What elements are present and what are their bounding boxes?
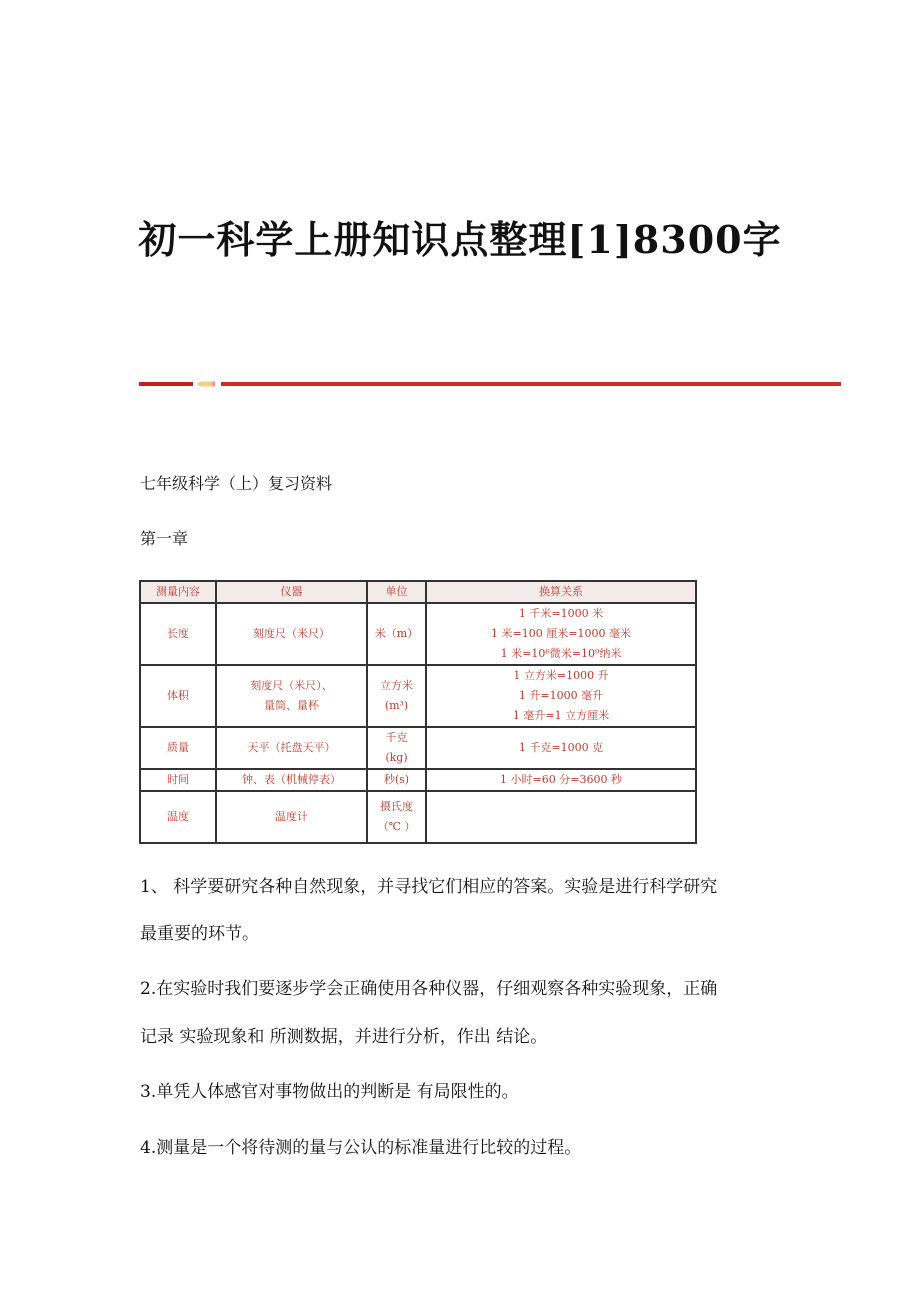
measurement-table [139, 580, 695, 840]
row-content: 长度 [140, 603, 216, 665]
row-instrument: 钟、表（机械停表） [216, 769, 367, 791]
table-row [140, 665, 696, 727]
row-content: 质量 [140, 727, 216, 769]
row-unit: 摄氏度 （℃ ） [367, 791, 426, 843]
row-content: 温度 [140, 791, 216, 843]
row-conversion: 1 小时=60 分=3600 秒 [426, 769, 696, 791]
document-subtitle: 七年级科学（上）复习资料 [140, 474, 333, 493]
chapter-heading: 第一章 [140, 529, 189, 548]
table-row [140, 791, 696, 843]
paragraph-1-line-2: 最重要的环节。 [140, 924, 259, 944]
row-conversion: 1 千米=1000 米 1 米=100 厘米=1000 毫米 1 米=10⁶微米=10⁹纳米 [426, 603, 696, 665]
table-row [140, 769, 696, 791]
row-conversion: 1 千克=1000 克 [426, 727, 696, 769]
header-content: 测量内容 [140, 581, 216, 603]
pencil-icon [197, 381, 215, 387]
row-instrument: 刻度尺（米尺）、 量筒、量杯 [216, 665, 367, 727]
row-content: 体积 [140, 665, 216, 727]
header-conversion: 换算关系 [426, 581, 696, 603]
table-row [140, 727, 696, 769]
row-content: 时间 [140, 769, 216, 791]
row-conversion: 1 立方米=1000 升 1 升=1000 毫升 1 毫升=1 立方厘米 [426, 665, 696, 727]
row-unit: 千克 (kg) [367, 727, 426, 769]
divider-right-bar [221, 382, 841, 386]
row-conversion [426, 791, 696, 843]
table-row [140, 603, 696, 665]
row-unit: 立方米 (m³) [367, 665, 426, 727]
paragraph-2-line-1: 2.在实验时我们要逐步学会正确使用各种仪器，仔细观察各种实验现象，正确 [140, 979, 718, 999]
row-instrument: 天平（托盘天平） [216, 727, 367, 769]
row-instrument: 刻度尺（米尺） [216, 603, 367, 665]
paragraph-1-line-1: 1、 科学要研究各种自然现象，并寻找它们相应的答案。实验是进行科学研究 [140, 877, 718, 897]
document-title: 初一科学上册知识点整理[1]8300字 [138, 217, 782, 262]
row-unit: 秒(s) [367, 769, 426, 791]
header-unit: 单位 [367, 581, 426, 603]
divider-left-bar [139, 382, 193, 386]
row-unit: 米（m） [367, 603, 426, 665]
paragraph-4: 4.测量是一个将待测的量与公认的标准量进行比较的过程。 [140, 1138, 582, 1158]
title-divider [139, 380, 841, 388]
row-instrument: 温度计 [216, 791, 367, 843]
paragraph-3: 3.单凭人体感官对事物做出的判断是 有局限性的。 [140, 1082, 519, 1102]
header-instrument: 仪器 [216, 581, 367, 603]
paragraph-2-line-2: 记录 实验现象和 所测数据，并进行分析，作出 结论。 [140, 1027, 548, 1047]
